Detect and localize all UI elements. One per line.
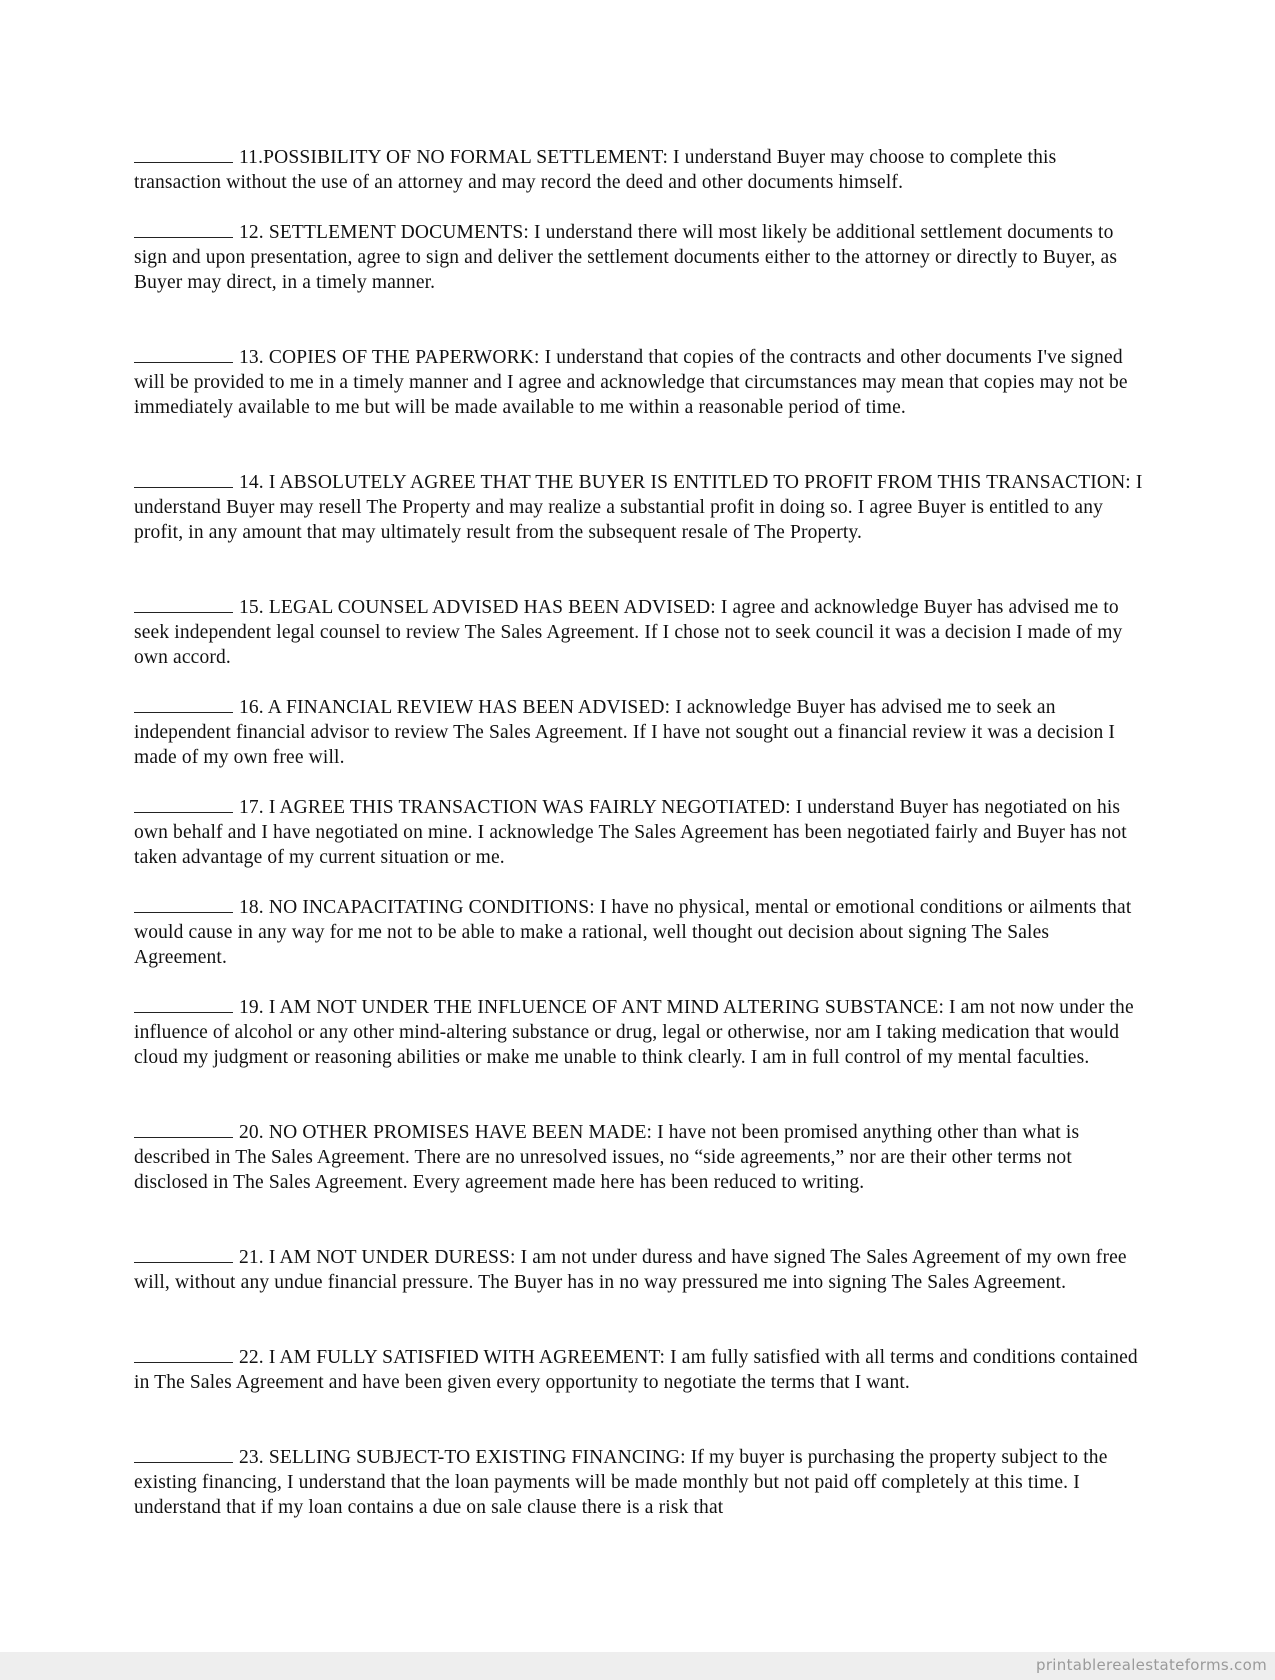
clause-22 xyxy=(134,1345,1144,1395)
initials-blank[interactable] xyxy=(134,1245,233,1263)
clause-text: 11.POSSIBILITY OF NO FORMAL SETTLEMENT: I understand Buyer may choose to complete this transaction without the use of an attorney and may record the deed and other documents himself. xyxy=(134,147,1057,193)
clause-19 xyxy=(134,995,1144,1070)
footer-watermark: printablerealestateforms.com xyxy=(1036,1656,1267,1674)
clause-14 xyxy=(134,470,1144,545)
initials-blank[interactable] xyxy=(134,1120,233,1138)
initials-blank[interactable] xyxy=(134,895,233,913)
clause-16 xyxy=(134,695,1144,770)
clause-18 xyxy=(134,895,1144,970)
clause-17 xyxy=(134,795,1144,870)
clause-20 xyxy=(134,1120,1144,1195)
initials-blank[interactable] xyxy=(134,145,233,163)
clause-text: 19. I AM NOT UNDER THE INFLUENCE OF ANT MIND ALTERING SUBSTANCE: I am not now under the influence of alcohol or any other mind-altering substance or drug, legal or otherwise, nor am I taking medication that would cloud my judgment or reasoning abilities or make me unable to think clearly. I am in full control of my mental faculties. xyxy=(134,997,1134,1068)
initials-blank[interactable] xyxy=(134,795,233,813)
initials-blank[interactable] xyxy=(134,345,233,363)
clause-21 xyxy=(134,1245,1144,1295)
clause-text: 17. I AGREE THIS TRANSACTION WAS FAIRLY NEGOTIATED: I understand Buyer has negotiated on his own behalf and I have negotiated on mine. I acknowledge The Sales Agreement has been negotiated fairly and Buyer has not taken advantage of my current situation or me. xyxy=(134,797,1127,868)
clause-text: 23. SELLING SUBJECT-TO EXISTING FINANCING: If my buyer is purchasing the property subject to the existing financing, I understand that the loan payments will be made monthly but not paid off completely at this time. I understand that if my loan contains a due on sale clause there is a risk that xyxy=(134,1447,1108,1518)
initials-blank[interactable] xyxy=(134,995,233,1013)
clause-text: 20. NO OTHER PROMISES HAVE BEEN MADE: I have not been promised anything other than what is described in The Sales Agreement. There are no unresolved issues, no “side agreements,” nor are their other terms not disclosed in The Sales Agreement. Every agreement made here has been reduced to writing. xyxy=(134,1122,1080,1193)
clause-text: 18. NO INCAPACITATING CONDITIONS: I have no physical, mental or emotional conditions or ailments that would cause in any way for me not to be able to make a rational, well thought out decision about signing The Sales Agreement. xyxy=(134,897,1132,968)
clause-text: 15. LEGAL COUNSEL ADVISED HAS BEEN ADVISED: I agree and acknowledge Buyer has advised me to seek independent legal counsel to review The Sales Agreement. If I chose not to seek council it was a decision I made of my own accord. xyxy=(134,597,1123,668)
initials-blank[interactable] xyxy=(134,595,233,613)
initials-blank[interactable] xyxy=(134,1345,233,1363)
clause-23 xyxy=(134,1445,1144,1520)
clause-13 xyxy=(134,345,1144,420)
clause-text: 12. SETTLEMENT DOCUMENTS: I understand there will most likely be additional settlement documents to sign and upon presentation, agree to sign and deliver the settlement documents either to the attorney or directly to Buyer, as Buyer may direct, in a timely manner. xyxy=(134,222,1118,293)
clause-text: 16. A FINANCIAL REVIEW HAS BEEN ADVISED: I acknowledge Buyer has advised me to seek an independent financial advisor to review The Sales Agreement. If I have not sought out a financial review it was a decision I made of my own free will. xyxy=(134,697,1116,768)
initials-blank[interactable] xyxy=(134,1445,233,1463)
initials-blank[interactable] xyxy=(134,220,233,238)
clause-text: 21. I AM NOT UNDER DURESS: I am not under duress and have signed The Sales Agreement of my own free will, without any undue financial pressure. The Buyer has in no way pressured me into signing The Sales Agreement. xyxy=(134,1247,1127,1293)
clause-text: 13. COPIES OF THE PAPERWORK: I understand that copies of the contracts and other documents I've signed will be provided to me in a timely manner and I agree and acknowledge that circumstances may mean that copies may not be immediately available to me but will be made available to me within a reasonable period of time. xyxy=(134,347,1128,418)
clause-text: 14. I ABSOLUTELY AGREE THAT THE BUYER IS ENTITLED TO PROFIT FROM THIS TRANSACTION: I understand Buyer may resell The Property and may realize a substantial profit in doing so. I agree Buyer is entitled to any profit, in any amount that may ultimately result from the subsequent resale of The Property. xyxy=(134,472,1143,543)
clause-text: 22. I AM FULLY SATISFIED WITH AGREEMENT: I am fully satisfied with all terms and conditions contained in The Sales Agreement and have been given every opportunity to negotiate the terms that I want. xyxy=(134,1347,1138,1393)
clause-15 xyxy=(134,595,1144,670)
initials-blank[interactable] xyxy=(134,470,233,488)
footer-bar xyxy=(0,1652,1275,1680)
clause-11 xyxy=(134,145,1144,195)
initials-blank[interactable] xyxy=(134,695,233,713)
clause-12 xyxy=(134,220,1144,295)
